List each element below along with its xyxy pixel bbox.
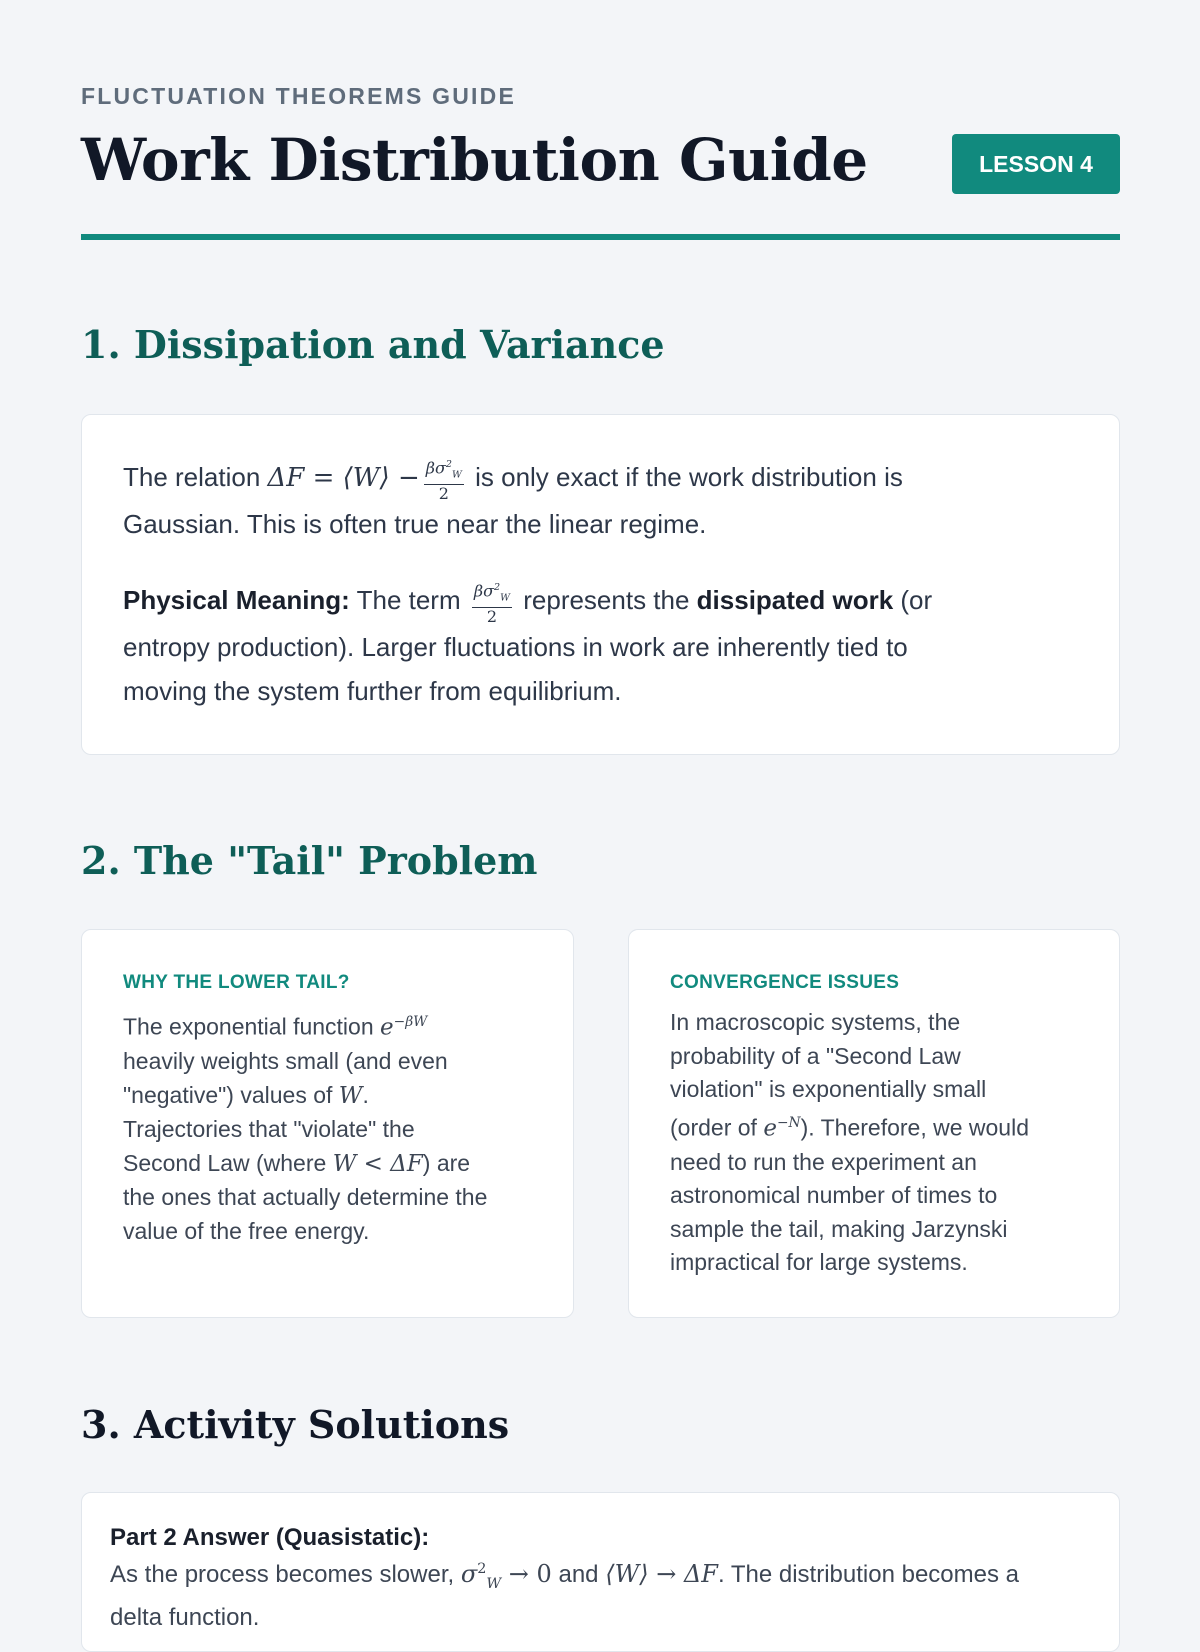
- text: Second Law (where: [123, 1149, 333, 1176]
- answer-line-2: delta function.: [110, 1603, 260, 1631]
- text-line: probability of a "Second Law: [670, 1042, 961, 1069]
- text: The term: [349, 584, 468, 615]
- text-line: [123, 1079, 543, 1114]
- text-line: need to run the experiment an: [670, 1148, 977, 1175]
- physical-meaning-line-2: entropy production). Larger fluctuations in work are inherently tied to: [123, 631, 908, 662]
- text: is only exact if the work distribution is: [467, 462, 903, 492]
- text: ) are: [422, 1149, 471, 1176]
- text-line: [670, 1107, 1090, 1146]
- relation-line-1: [123, 455, 1083, 502]
- work-symbol: W: [338, 1082, 363, 1109]
- answer-label: Part 2 Answer (Quasistatic):: [110, 1524, 430, 1551]
- text: represents the: [516, 584, 697, 615]
- text-line: impractical for large systems.: [670, 1249, 968, 1276]
- section-2-heading: 2. The "Tail" Problem: [81, 838, 538, 883]
- inequality: W < ΔF: [332, 1150, 423, 1177]
- frac-num: βσ: [473, 581, 495, 601]
- text-line: astronomical number of times to: [670, 1182, 998, 1209]
- text: As the process becomes slower,: [110, 1561, 461, 1588]
- text-line: heavily weights small (and even: [123, 1048, 448, 1075]
- activity-solution-card: [81, 1492, 1120, 1652]
- sigma-sub: W: [486, 1575, 502, 1592]
- text: . The distribution becomes a: [717, 1561, 1020, 1588]
- text: ). Therefore, we would: [800, 1114, 1029, 1141]
- physical-meaning-line-3: moving the system further from equilibrium.: [123, 675, 622, 706]
- text: (or: [893, 584, 933, 615]
- text-line: the ones that actually determine the: [123, 1184, 488, 1211]
- text-line: value of the free energy.: [123, 1217, 370, 1244]
- physical-meaning-label: Physical Meaning:: [123, 584, 350, 615]
- text-line: sample the tail, making Jarzynski: [670, 1215, 1008, 1242]
- text: The relation: [123, 462, 268, 492]
- convergence-text: [670, 1006, 1090, 1280]
- text: "negative") values of: [123, 1081, 339, 1108]
- convergence-card: [628, 929, 1120, 1318]
- text: The exponential function: [123, 1013, 381, 1040]
- lesson-badge: LESSON 4: [952, 134, 1120, 194]
- section-1-heading: 1. Dissipation and Variance: [81, 322, 665, 367]
- exp-power: −N: [776, 1114, 801, 1131]
- exp-power: −βW: [393, 1014, 428, 1030]
- frac-den: 2: [486, 606, 498, 626]
- frac-sub: W: [452, 469, 462, 481]
- text-line: In macroscopic systems, the: [670, 1009, 961, 1035]
- exp-base: e: [380, 1014, 394, 1041]
- text-line: [123, 1147, 543, 1182]
- guide-kicker: FLUCTUATION THEOREMS GUIDE: [81, 83, 516, 109]
- text-line: [123, 1006, 543, 1045]
- limit-zero: → 0: [501, 1560, 552, 1588]
- text-line: violation" is exponentially small: [670, 1076, 987, 1102]
- lower-tail-label: WHY THE LOWER TAIL?: [123, 972, 350, 993]
- frac-sup: 2: [494, 582, 501, 594]
- limit-free-energy: ⟨W⟩ → ΔF: [605, 1560, 718, 1588]
- frac-sup: 2: [445, 459, 453, 471]
- frac-den: 2: [438, 483, 449, 503]
- section-3-heading: 3. Activity Solutions: [81, 1402, 510, 1447]
- text: (order of: [670, 1114, 764, 1141]
- page-title: Work Distribution Guide: [81, 126, 868, 194]
- lower-tail-card: [81, 929, 574, 1318]
- lower-tail-text: [123, 1006, 543, 1248]
- dissipation-fraction: [424, 456, 464, 502]
- dissipation-term-fraction: [472, 579, 512, 625]
- sigma-sup: 2: [477, 1561, 487, 1577]
- text-line: Trajectories that "violate" the: [123, 1116, 415, 1143]
- dissipation-card: [81, 414, 1120, 755]
- text: and: [551, 1561, 606, 1588]
- exp-base: e: [763, 1115, 777, 1142]
- relation-line-2: Gaussian. This is often true near the linear regime.: [123, 508, 707, 539]
- answer-line-1: [110, 1552, 1100, 1601]
- relation-equation: ΔF = ⟨W⟩ −: [267, 463, 420, 493]
- frac-num: βσ: [425, 458, 446, 478]
- text: .: [362, 1081, 369, 1108]
- convergence-label: CONVERGENCE ISSUES: [670, 972, 900, 993]
- frac-sub: W: [500, 592, 511, 604]
- dissipated-work-term: dissipated work: [696, 584, 894, 615]
- physical-meaning-line-1: [123, 578, 1083, 625]
- sigma-symbol: σ: [460, 1560, 478, 1588]
- header-divider: [81, 234, 1120, 240]
